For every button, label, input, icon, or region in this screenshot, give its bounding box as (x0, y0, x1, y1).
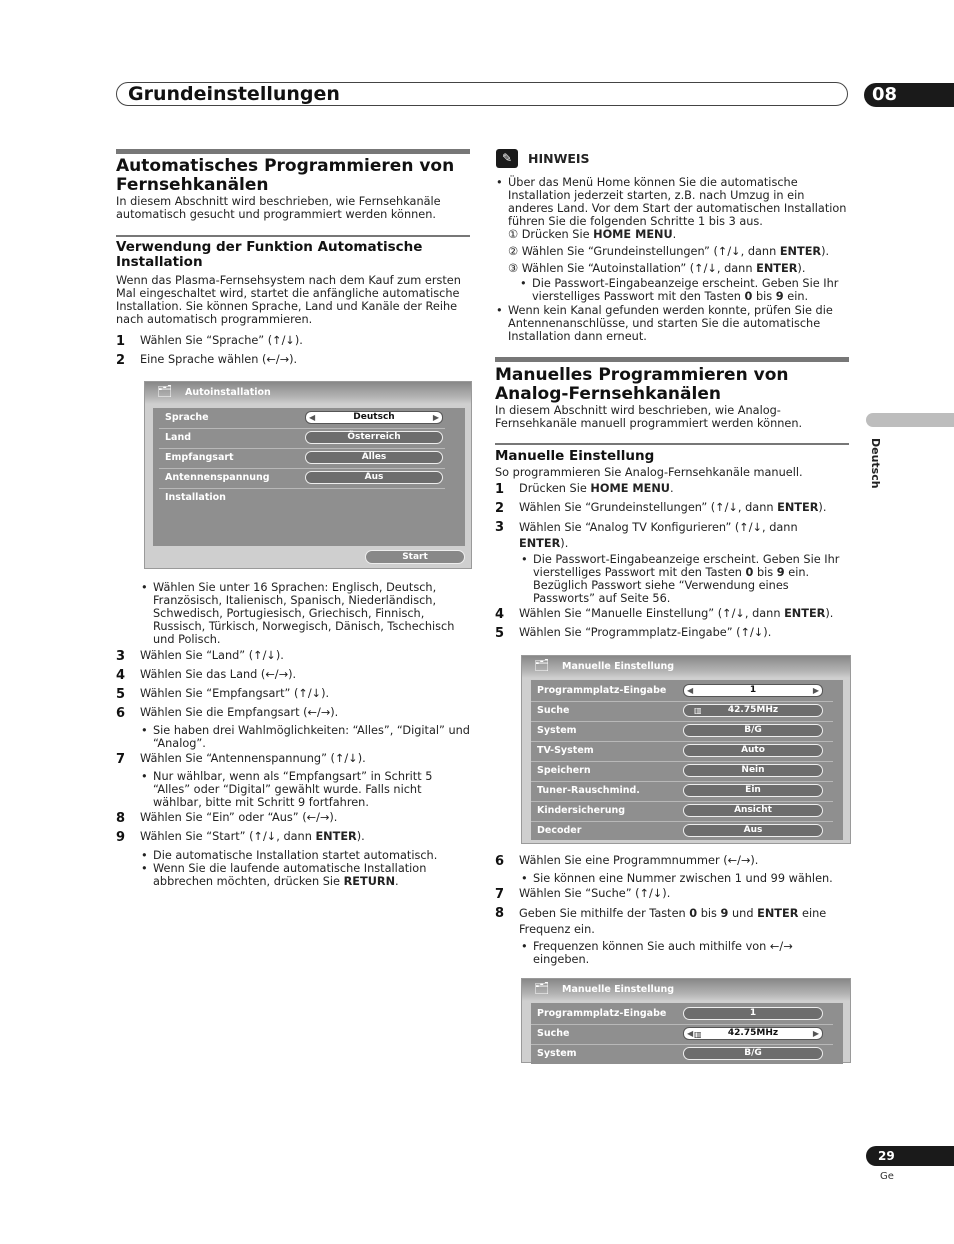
menu-row-system[interactable]: System B/G (531, 721, 833, 742)
menu-row-installation: Installation (165, 492, 226, 503)
menu-row-antennenspannung[interactable]: Antennenspannung Aus (159, 468, 445, 489)
chapter-number: 08 (864, 83, 954, 107)
menu-row-suche[interactable]: Suche ▥ 42.75MHz (531, 701, 833, 722)
step-7: 7 Wählen Sie “Antennenspannung” (↑/↓). (116, 752, 366, 767)
bullet-step-9b: • Wenn Sie die laufende automatische Installation abbrechen möchten, drücken Sie RETURN. (141, 862, 427, 889)
manual-step-5: 5 Wählen Sie “Programmplatz-Eingabe” (↑/↓). (495, 626, 772, 641)
menu-folder-icon: 🗂 (157, 384, 173, 398)
menu-row-system[interactable]: System B/G (531, 1044, 833, 1064)
step-4: 4 Wählen Sie das Land (←/→). (116, 668, 297, 683)
manual-step-2: 2 Wählen Sie “Grundeinstellungen” (↑/↓, dann ENTER). (495, 501, 827, 516)
step-3: 3 Wählen Sie “Land” (↑/↓). (116, 649, 284, 664)
menu-folder-icon: 🗂 (534, 658, 550, 672)
section-title-auto: Automatisches Programmieren von Fernsehkanälen (116, 156, 455, 195)
manual-settings-menu-search (521, 978, 851, 1063)
menu-row-land[interactable]: Land Österreich (159, 428, 445, 449)
page-title: Grundeinstellungen (128, 83, 340, 105)
section-title-manual: Manuelles Programmieren von Analog-Fernsehkanälen (495, 365, 789, 404)
section-intro-manual: In diesem Abschnitt wird beschrieben, wie Analog-Fernsehkanäle manuell programmiert werden können. (495, 404, 803, 431)
step-9: 9 Wählen Sie “Start” (↑/↓, dann ENTER). (116, 830, 365, 845)
subsection-intro-auto: Wenn das Plasma-Fernsehsystem nach dem Kauf zum ersten Mal eingeschaltet wird, startet die anfängliche automatische Installation. Sie können Sprache, Land und Kanäle der Reihe nach automatisch programmieren. (116, 274, 461, 327)
start-button[interactable]: Start (365, 550, 465, 564)
bullet-step-6: • Sie haben drei Wahlmöglichkeiten: “Alles”, “Digital” und “Analog”. (141, 724, 470, 751)
step-6: 6 Wählen Sie die Empfangsart (←/→). (116, 706, 339, 721)
manual-settings-menu (521, 655, 851, 844)
note-bullet-1: • Über das Menü Home können Sie die automatische Installation jederzeit starten, z.B. nach Umzug in ein anderes Land. Vor dem Start der automatischen Installation führen Sie die folgenden Schritte 1 bis 3 aus. (496, 176, 847, 229)
page-language-code: Ge (880, 1171, 894, 1182)
step-5: 5 Wählen Sie “Empfangsart” (↑/↓). (116, 687, 330, 702)
subsection-title-manual: Manuelle Einstellung (495, 448, 655, 464)
antenna-icon: ▥ (694, 706, 702, 715)
antenna-icon: ▥ (694, 1030, 702, 1039)
menu-title: Autoinstallation (185, 387, 271, 398)
manual-step-3: 3 Wählen Sie “Analog TV Konfigurieren” (↑/↓, dann ENTER). (495, 520, 798, 550)
menu-row-programmplatz[interactable]: Programmplatz-Eingabe ◀ 1 ▶ (531, 681, 833, 702)
menu-row-tv-system[interactable]: TV-System Auto (531, 741, 833, 762)
manual-step-8-bullet: • Frequenzen können Sie auch mithilfe von ←/→ eingeben. (521, 940, 793, 967)
note-title: HINWEIS (528, 151, 590, 166)
section-rule (116, 149, 470, 154)
autoinstallation-menu (144, 381, 472, 569)
manual-step-1: 1 Drücken Sie HOME MENU. (495, 482, 674, 497)
menu-row-empfangsart[interactable]: Empfangsart Alles (159, 448, 445, 469)
manual-step-6: 6 Wählen Sie eine Programmnummer (←/→). (495, 854, 759, 869)
pencil-note-icon: ✎ (496, 149, 518, 168)
bullet-step-9a: • Die automatische Installation startet automatisch. (141, 849, 438, 862)
note-substep-3-bullet: • Die Passwort-Eingabeanzeige erscheint. Geben Sie Ihr vierstelliges Passwort mit den Tasten 0 bis 9 ein. (520, 277, 839, 304)
step-1: 1 Wählen Sie “Sprache” (↑/↓). (116, 334, 303, 349)
note-substep-2: ② Wählen Sie “Grundeinstellungen” (↑/↓, dann ENTER). (508, 245, 830, 258)
manual-step-3-bullet: • Die Passwort-Eingabeanzeige erscheint. Geben Sie Ihr vierstelliges Passwort mit den Tasten 0 bis 9 ein. Bezüglich Passwort siehe “Verwendung eines Passworts” auf Seite 56. (521, 553, 840, 606)
page-number: 29 (866, 1146, 954, 1166)
bullet-step-7: • Nur wählbar, wenn als “Empfangsart” in Schritt 5 “Alles” oder “Digital” gewählt wurde. Falls nicht wählbar, bitte mit Schritt 9 fortfahren. (141, 770, 433, 810)
side-tab (866, 413, 954, 427)
step-2: 2 Eine Sprache wählen (←/→). (116, 353, 298, 368)
subsection-title-auto: Verwendung der Funktion Automatische Installation (116, 239, 423, 271)
menu-title: Manuelle Einstellung (562, 661, 675, 672)
menu-row-programmplatz[interactable]: Programmplatz-Eingabe 1 (531, 1004, 833, 1025)
bullet-languages: • Wählen Sie unter 16 Sprachen: Englisch, Deutsch, Französisch, Italienisch, Spanisch, Niederländisch, Schwedisch, Portugiesisch, Griechisch, Finnisch, Russisch, Türkisch, Norwegisch, Dänisch, Tschechisch und Polisch. (141, 581, 455, 647)
section-rule-manual (495, 357, 849, 362)
step-8: 8 Wählen Sie “Ein” oder “Aus” (←/→). (116, 811, 338, 826)
menu-row-sprache[interactable]: Sprache ◀ Deutsch ▶ (159, 408, 445, 429)
subsection-rule-manual (495, 443, 849, 445)
manual-step-6-bullet: • Sie können eine Nummer zwischen 1 und 99 wählen. (521, 872, 833, 885)
note-substep-3: ③ Wählen Sie “Autoinstallation” (↑/↓, dann ENTER). (508, 262, 806, 275)
menu-row-decoder[interactable]: Decoder Aus (531, 821, 833, 841)
menu-folder-icon: 🗂 (534, 981, 550, 995)
note-substep-1: ① Drücken Sie HOME MENU. (508, 228, 677, 241)
menu-row-tuner[interactable]: Tuner-Rauschmind. Ein (531, 781, 833, 802)
manual-step-8: 8 Geben Sie mithilfe der Tasten 0 bis 9 und ENTER eine Frequenz ein. (495, 906, 827, 936)
manual-step-7: 7 Wählen Sie “Suche” (↑/↓). (495, 887, 671, 902)
manual-step-4: 4 Wählen Sie “Manuelle Einstellung” (↑/↓, dann ENTER). (495, 607, 834, 622)
subsection-intro-manual: So programmieren Sie Analog-Fernsehkanäle manuell. (495, 466, 803, 479)
section-intro-auto: In diesem Abschnitt wird beschrieben, wie Fernsehkanäle automatisch gesucht und programmiert werden können. (116, 195, 441, 222)
menu-row-kindersicherung[interactable]: Kindersicherung Ansicht (531, 801, 833, 822)
side-language-label: Deutsch (868, 438, 882, 489)
menu-row-suche[interactable]: Suche ◀ ▥ 42.75MHz ▶ (531, 1024, 833, 1045)
subsection-rule (116, 235, 470, 237)
menu-row-speichern[interactable]: Speichern Nein (531, 761, 833, 782)
menu-title: Manuelle Einstellung (562, 984, 675, 995)
note-bullet-2: • Wenn kein Kanal gefunden werden konnte, prüfen Sie die Antennenanschlüsse, und starten Sie die automatische Installation dann erneut. (496, 304, 833, 344)
